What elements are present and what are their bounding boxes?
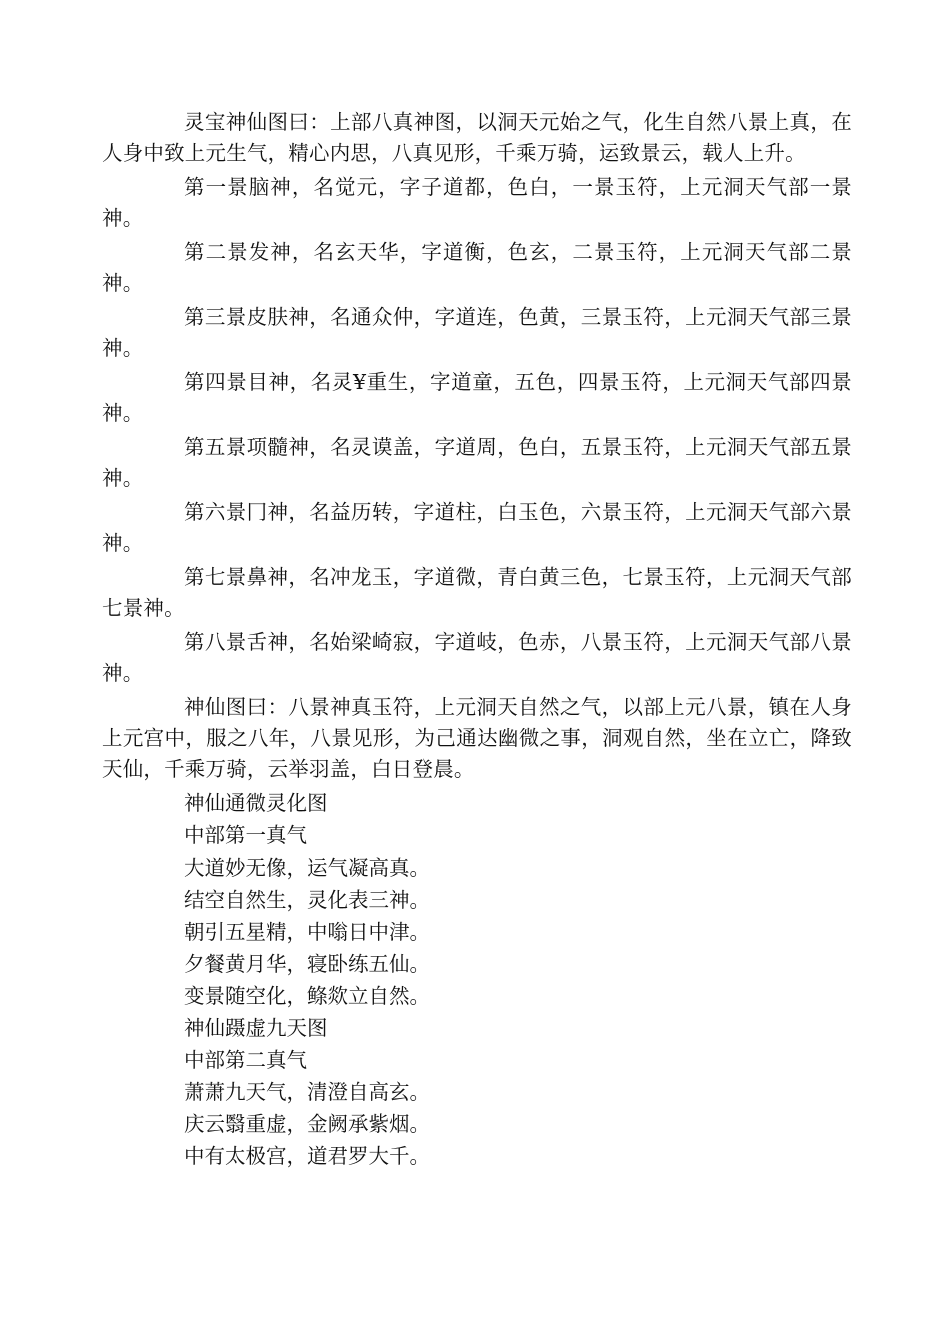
subsection-title-zhongbu-2: 中部第二真气 <box>184 1048 307 1072</box>
verse-line: 变景随空化，鲦欻立自然。 <box>184 984 430 1008</box>
verse-line: 朝引五星精，中嗡日中津。 <box>184 920 430 944</box>
paragraph-jing-2: 第二景发神，名玄天华，字道衡，色玄，二景玉符，上元洞天气部二景神。 <box>102 240 852 295</box>
paragraph-jing-8: 第八景舌神，名始梁崎寂，字道岐，色赤，八景玉符，上元洞天气部八景神。 <box>102 630 852 685</box>
paragraph-jing-4: 第四景目神，名灵¥重生，字道童，五色，四景玉符，上元洞天气部四景神。 <box>102 370 852 425</box>
paragraph-jing-7: 第七景鼻神，名冲龙玉，字道微，青白黄三色，七景玉符，上元洞天气部七景神。 <box>102 565 852 620</box>
paragraph-jing-6: 第六景冂神，名益历转，字道柱，白玉色，六景玉符，上元洞天气部六景神。 <box>102 500 852 555</box>
verse-line: 夕餐黄月华，寝卧练五仙。 <box>184 952 430 976</box>
verse-line: 庆云翳重虚，金阙承紫烟。 <box>184 1112 430 1136</box>
verse-line: 萧萧九天气，清澄自高玄。 <box>184 1080 430 1104</box>
document-body <box>102 107 852 1173</box>
section-title-tongwei: 神仙通微灵化图 <box>184 791 328 815</box>
verse-line: 中有太极宫，道君罗大千。 <box>184 1144 430 1168</box>
verse-line: 结空自然生，灵化表三神。 <box>184 888 430 912</box>
paragraph-summary: 神仙图曰：八景神真玉符，上元洞天自然之气，以部上元八景，镇在人身上元宫中，服之八年，八景见形，为己通达幽微之事，洞观自然，坐在立亡，降致天仙，千乘万骑，云举羽盖，白日登晨。 <box>102 695 852 781</box>
paragraph-jing-5: 第五景项髓神，名灵谟盖，字道周，色白，五景玉符，上元洞天气部五景神。 <box>102 435 852 490</box>
paragraph-jing-1: 第一景脑神，名觉元，字子道都，色白，一景玉符，上元洞天气部一景神。 <box>102 175 852 230</box>
section-title-niexu: 神仙蹑虚九天图 <box>184 1016 328 1040</box>
subsection-title-zhongbu-1: 中部第一真气 <box>184 823 307 847</box>
paragraph-intro: 灵宝神仙图曰：上部八真神图，以洞天元始之气，化生自然八景上真，在人身中致上元生气，精心内思，八真见形，千乘万骑，运致景云，载人上升。 <box>102 110 852 165</box>
paragraph-jing-3: 第三景皮肤神，名通众仲，字道连，色黄，三景玉符，上元洞天气部三景神。 <box>102 305 852 360</box>
verse-line: 大道妙无像，运气凝高真。 <box>184 856 430 880</box>
